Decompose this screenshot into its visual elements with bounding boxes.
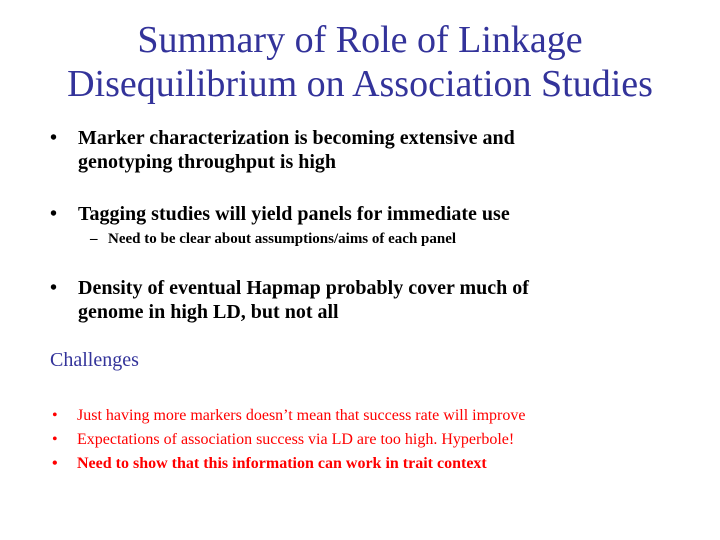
bullet-text-line-1: Marker characterization is becoming extensive and: [78, 127, 515, 149]
slide-title-line-1: Summary of Role of Linkage: [137, 19, 583, 61]
bullet-glyph: •: [52, 431, 58, 448]
slide-title-line-2: Disequilibrium on Association Studies: [67, 63, 653, 105]
bullet-glyph: •: [52, 455, 58, 472]
challenges-list: [52, 404, 525, 476]
challenges-heading: Challenges: [50, 349, 139, 371]
bullet-text-line-1: Tagging studies will yield panels for immediate use: [78, 203, 510, 225]
bullet-glyph: •: [50, 127, 58, 149]
bullet-tagging-studies: [50, 202, 670, 226]
bullet-glyph: •: [50, 277, 58, 299]
bullet-glyph: •: [50, 203, 58, 225]
challenge-text: Just having more markers doesn’t mean that success rate will improve: [77, 407, 526, 424]
challenge-item: [52, 404, 525, 428]
sub-bullet-text: Need to be clear about assumptions/aims of each panel: [108, 231, 457, 247]
bullet-hapmap-density: [50, 276, 670, 324]
sub-bullet-dash: –: [90, 231, 98, 247]
bullet-marker-characterization: [50, 126, 670, 174]
bullet-text-line-1: Density of eventual Hapmap probably cover much of: [78, 277, 529, 299]
bullet-text-line-2: genome in high LD, but not all: [78, 301, 339, 323]
bullet-glyph: •: [52, 407, 58, 424]
challenge-text: Need to show that this information can work in trait context: [77, 455, 487, 472]
bullet-text-line-2: genotyping throughput is high: [78, 151, 337, 173]
challenge-item: [52, 428, 525, 452]
challenge-text: Expectations of association success via LD are too high. Hyperbole!: [77, 431, 515, 448]
slide-title: [0, 18, 720, 106]
challenge-item: [52, 452, 525, 476]
sub-bullet-assumptions: [90, 230, 456, 248]
